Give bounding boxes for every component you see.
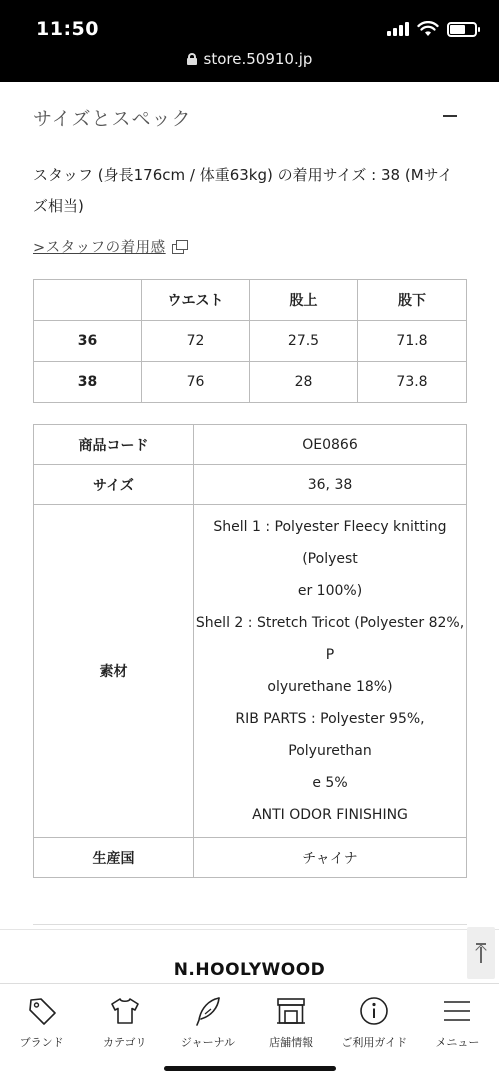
staff-fit-link-text: >スタッフの着用感 [33,240,166,256]
material-line: er 100%) [297,583,363,599]
nav-label: メニュー [435,1036,480,1049]
size-table-header-rise: 股上 [250,280,358,321]
home-indicator[interactable] [164,1066,336,1071]
footer-divider [0,929,499,930]
nav-journal[interactable] [166,984,249,1056]
nav-label: カテゴリ [102,1036,147,1049]
size-table-header-row [34,280,467,321]
main-content [33,82,467,1013]
nav-category[interactable] [83,984,166,1056]
spec-table [33,424,467,878]
spec-row-product-code [34,425,467,465]
nav-guide[interactable] [333,984,416,1056]
size-table-corner [34,280,142,321]
collapse-minus-icon[interactable] [443,115,457,117]
material-line: ANTI ODOR FINISHING [252,807,408,823]
tshirt-icon [108,994,142,1028]
spec-value: チャイナ [194,838,467,878]
nav-label: ご利用ガイド [341,1036,408,1049]
footer-brand-logo[interactable]: N.HOOLYWOOD [173,960,326,980]
size-table-header-inseam: 股下 [358,280,467,321]
browser-top-bar [0,0,499,82]
status-icons [387,21,477,37]
table-cell: 72 [142,321,250,362]
url-bar[interactable] [0,50,499,68]
spec-row-origin [34,838,467,878]
table-cell: 71.8 [358,321,467,362]
material-line: RIB PARTS : Polyester 95%, Polyurethan [235,711,425,759]
bottom-nav [0,983,499,1056]
staff-fit-line-1: スタッフ (身長176cm / 体重63kg) の着用サイズ : 38 (Mサイ [33,166,453,184]
divider [33,924,467,925]
size-table [33,279,467,403]
spec-value: OE0866 [194,425,467,465]
status-time: 11:50 [36,18,99,40]
material-line: olyurethane 18%) [267,679,393,695]
store-icon [274,994,308,1028]
material-line: Shell 1 : Polyester Fleecy knitting (Polyest [213,519,447,567]
nav-store-info[interactable] [250,984,333,1056]
spec-value: 36, 38 [194,465,467,505]
size-spec-accordion-header[interactable] [33,82,467,152]
external-window-icon [172,240,188,253]
table-row [34,362,467,403]
nav-label: ジャーナル [180,1036,236,1049]
spec-row-size [34,465,467,505]
staff-fit-line-2: ズ相当) [33,197,84,215]
table-cell: 73.8 [358,362,467,403]
table-cell: 28 [250,362,358,403]
info-icon [357,994,391,1028]
spec-value-material [194,505,467,838]
quill-icon [191,994,225,1028]
section-title: サイズとスペック [33,107,192,130]
menu-icon [440,994,474,1028]
tag-icon [25,994,59,1028]
spec-label: 素材 [34,505,194,838]
size-label: 36 [34,321,142,362]
staff-fit-link[interactable] [33,236,467,257]
nav-label: 店舗情報 [269,1036,314,1049]
wifi-icon [417,21,439,37]
arrow-up-shaft [480,947,482,963]
spec-label: 生産国 [34,838,194,878]
url-text: store.50910.jp [203,50,313,68]
battery-icon [447,22,477,37]
size-label: 38 [34,362,142,403]
spec-row-material [34,505,467,838]
material-line: e 5% [312,775,348,791]
nav-menu[interactable] [416,984,499,1056]
table-cell: 27.5 [250,321,358,362]
size-table-header-waist: ウエスト [142,280,250,321]
material-line: Shell 2 : Stretch Tricot (Polyester 82%, P [195,615,465,663]
nav-label: ブランド [19,1036,64,1049]
cellular-signal-icon [387,22,409,36]
spec-label: 商品コード [34,425,194,465]
back-to-top-button[interactable] [467,927,495,979]
nav-brand[interactable] [0,984,83,1056]
lock-icon [187,53,197,65]
spec-label: サイズ [34,465,194,505]
table-cell: 76 [142,362,250,403]
staff-fit-note [33,160,467,222]
table-row [34,321,467,362]
